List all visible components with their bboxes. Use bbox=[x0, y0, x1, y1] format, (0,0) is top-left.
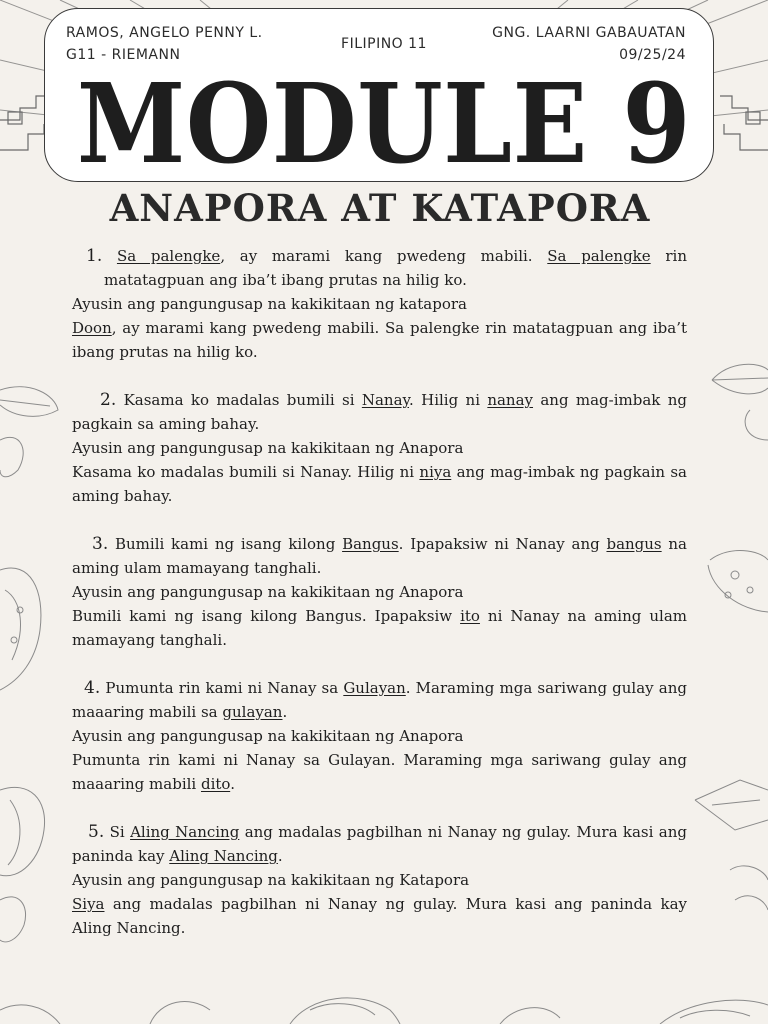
answer-text: Siya ang madalas pagbilhan ni Nanay ng gulay. Mura kasi ang paninda kay Aling Nancing. bbox=[72, 895, 687, 937]
question-text: 3. Bumili kami ng isang kilong Bangus. Ipapaksiw ni Nanay ang bangus na aming ulam mamayang tanghali. bbox=[72, 534, 687, 577]
subject-label: FILIPINO 11 bbox=[341, 36, 427, 52]
instruction-text: Ayusin ang pangungusap na kakikitaan ng katapora bbox=[72, 295, 467, 313]
exercise-list bbox=[72, 244, 687, 964]
page-subtitle: ANAPORA AT KATAPORA bbox=[109, 186, 651, 230]
exercise-item-1 bbox=[72, 244, 687, 364]
instruction-text: Ayusin ang pangungusap na kakikitaan ng Anapora bbox=[72, 583, 464, 601]
exercise-item-2 bbox=[72, 388, 687, 508]
date-label: 09/25/24 bbox=[619, 47, 686, 63]
teacher-name: GNG. LAARNI GABAUATAN bbox=[492, 25, 686, 41]
question-text: 1. Sa palengke, ay marami kang pwedeng mabili. Sa palengke rin matatagpuan ang iba’t ibang prutas na hilig ko. bbox=[86, 246, 687, 289]
instruction-text: Ayusin ang pangungusap na kakikitaan ng Anapora bbox=[72, 727, 464, 745]
fish-sketch-icon bbox=[0, 568, 41, 690]
page-title: MODULE 9 bbox=[76, 60, 692, 189]
bottom-herb-sketch-icon bbox=[0, 998, 768, 1024]
answer-text: Pumunta rin kami ni Nanay sa Gulayan. Maraming mga sariwang gulay ang maaaring mabili dito. bbox=[72, 751, 687, 793]
answer-text: Bumili kami ng isang kilong Bangus. Ipapaksiw ito ni Nanay na aming ulam mamayang tanghali. bbox=[72, 607, 687, 649]
instruction-text: Ayusin ang pangungusap na kakikitaan ng Katapora bbox=[72, 871, 470, 889]
instruction-text: Ayusin ang pangungusap na kakikitaan ng Anapora bbox=[72, 439, 464, 457]
question-text: 4. Pumunta rin kami ni Nanay sa Gulayan. Maraming mga sariwang gulay ang maaaring mabili sa gulayan. bbox=[72, 678, 687, 721]
student-section: G11 - RIEMANN bbox=[66, 47, 181, 63]
answer-text: Kasama ko madalas bumili si Nanay. Hilig ni niya ang mag-imbak ng pagkain sa aming bahay. bbox=[72, 463, 687, 505]
question-text: 2. Kasama ko madalas bumili si Nanay. Hilig ni nanay ang mag-imbak ng pagkain sa aming bahay. bbox=[72, 390, 687, 433]
exercise-item-4 bbox=[72, 676, 687, 796]
answer-text: Doon, ay marami kang pwedeng mabili. Sa palengke rin matatagpuan ang iba’t ibang prutas na hilig ko. bbox=[72, 319, 687, 361]
exercise-item-5 bbox=[72, 820, 687, 940]
student-name: RAMOS, ANGELO PENNY L. bbox=[66, 25, 263, 41]
question-text: 5. Si Aling Nancing ang madalas pagbilhan ni Nanay ng gulay. Mura kasi ang paninda kay Aling Nancing. bbox=[72, 822, 687, 865]
exercise-item-3 bbox=[72, 532, 687, 652]
